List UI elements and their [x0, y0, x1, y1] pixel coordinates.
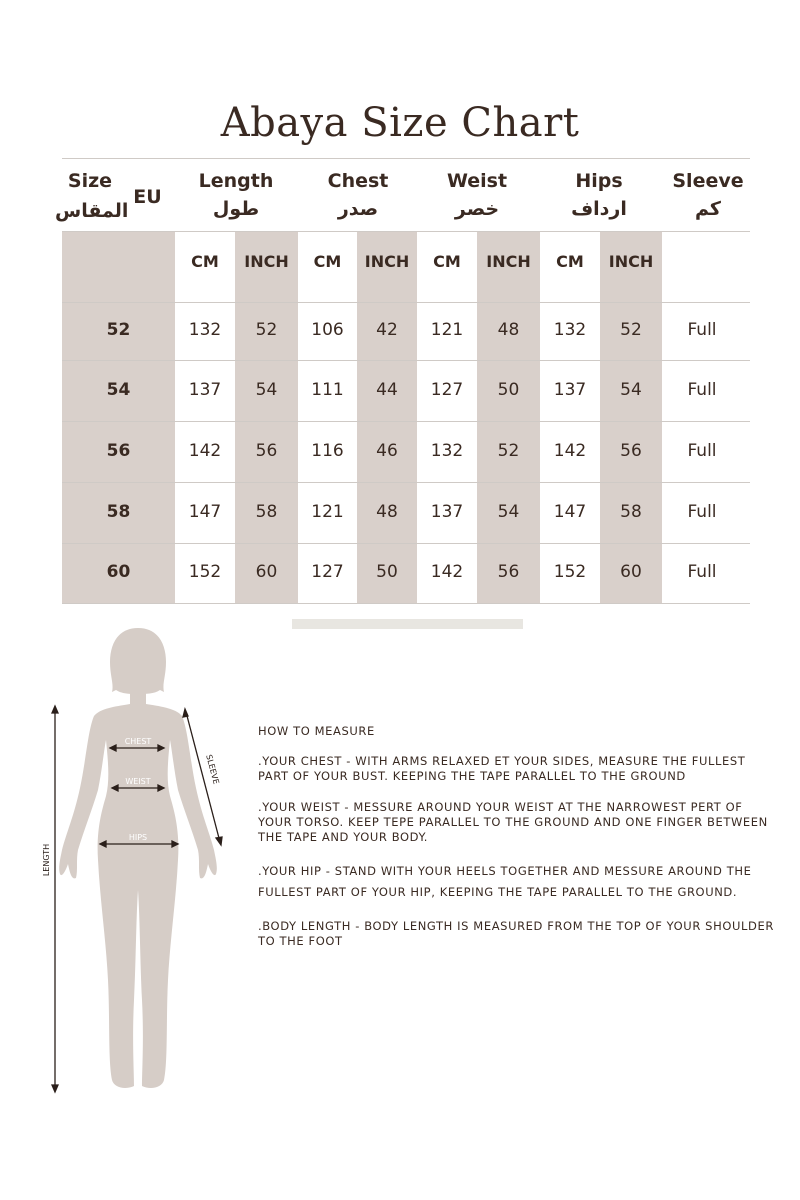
measurement-value: 137 — [188, 379, 222, 400]
column-bg-0 — [62, 232, 175, 603]
measurement-value: 48 — [497, 320, 520, 340]
header-size-ar: المقاس — [55, 200, 129, 222]
row-divider — [62, 543, 750, 544]
measurement-value: 116 — [311, 440, 344, 461]
header-length-ar: طول — [212, 198, 260, 220]
unit-header: CM — [433, 252, 461, 271]
measurement-value: 137 — [430, 501, 464, 522]
measurement-value: 54 — [620, 379, 642, 400]
measurement-value: 147 — [553, 501, 587, 522]
row-divider — [62, 302, 750, 303]
figure-sleeve-label: SLEEVE — [204, 753, 221, 786]
unit-header: CM — [313, 252, 342, 271]
body-figure — [30, 620, 250, 1100]
instructions-heading: HOW TO MEASURE — [258, 724, 375, 738]
header-eu: EU — [133, 186, 162, 208]
measurement-value: 56 — [255, 440, 278, 461]
size-value: 56 — [106, 440, 131, 461]
figure-length-label: LENGTH — [42, 843, 51, 877]
sleeve-value: Full — [687, 440, 717, 461]
figure-weist-label: WEIST — [125, 777, 151, 786]
measurement-value: 142 — [188, 440, 222, 461]
instruction-chest: .YOUR CHEST - WITH ARMS RELAXED ET YOUR SIDES, MEASURE THE FULLEST PART OF YOUR BUST. KEEPING THE TAPE PARALLEL TO THE GROUND — [258, 754, 746, 783]
instruction-weist: .YOUR WEIST - MESSURE AROUND YOUR WEIST AT THE NARROWEST PERT OF YOUR TORSO. KEEP TEPE PARALLEL TO THE GROUND AND ONE FINGER BETWEEN THE TAPE AND YOUR BODY. — [258, 800, 768, 844]
sleeve-value: Full — [687, 562, 717, 582]
measurement-value: 50 — [497, 379, 520, 400]
measurement-value: 111 — [311, 379, 344, 400]
column-bg-1 — [176, 232, 234, 603]
header-sleeve-ar: كم — [695, 198, 721, 220]
column-bg-6 — [477, 232, 540, 603]
measurement-value: 106 — [311, 320, 344, 340]
measurement-value: 52 — [497, 440, 520, 461]
column-bg-9 — [663, 232, 750, 603]
measurement-value: 132 — [188, 320, 222, 340]
measurement-value: 56 — [497, 562, 520, 582]
unit-header: INCH — [486, 252, 531, 271]
header-weist: Weist — [446, 170, 508, 192]
decorative-bar — [292, 619, 523, 629]
measurement-value: 152 — [553, 562, 587, 582]
measurement-value: 52 — [620, 320, 642, 340]
sleeve-value: Full — [687, 501, 717, 522]
measurement-value: 121 — [430, 320, 464, 340]
header-hips: Hips — [575, 170, 623, 192]
column-bg-7 — [541, 232, 599, 603]
measurement-value: 46 — [376, 440, 398, 461]
measurement-value: 132 — [553, 320, 587, 340]
unit-header: INCH — [244, 252, 289, 271]
measurement-value: 44 — [376, 379, 398, 400]
column-bg-8 — [600, 232, 662, 603]
measurement-value: 54 — [497, 501, 520, 522]
measurement-value: 137 — [553, 379, 587, 400]
measurement-value: 132 — [430, 440, 464, 461]
measurement-value: 42 — [376, 320, 398, 340]
column-bg-4 — [357, 232, 417, 603]
sleeve-value: Full — [687, 379, 717, 400]
size-value: 58 — [106, 501, 131, 522]
measurement-value: 58 — [255, 501, 278, 522]
row-divider — [62, 360, 750, 361]
size-value: 54 — [106, 379, 131, 400]
sleeve-value: Full — [687, 320, 717, 340]
measurement-value: 48 — [376, 501, 398, 522]
header-chest-ar: صدر — [337, 198, 379, 220]
page-title: Abaya Size Chart — [220, 100, 580, 146]
measurement-value: 142 — [553, 440, 587, 461]
figure-hips-label: HIPS — [128, 833, 148, 842]
unit-header: INCH — [364, 252, 410, 271]
measurement-value: 60 — [255, 562, 278, 582]
measurement-value: 127 — [311, 562, 344, 582]
measurement-value: 152 — [188, 562, 222, 582]
header-sleeve: Sleeve — [672, 170, 744, 192]
header-weist-ar: خصر — [454, 198, 500, 220]
measurement-value: 52 — [255, 320, 278, 340]
figure-chest-label: CHEST — [124, 737, 152, 746]
column-bg-5 — [418, 232, 476, 603]
measurement-value: 147 — [188, 501, 222, 522]
header-hips-ar: ارداف — [571, 198, 627, 220]
measurement-value: 54 — [255, 379, 278, 400]
instruction-length: .BODY LENGTH - BODY LENGTH IS MEASURED FROM THE TOP OF YOUR SHOULDER TO THE FOOT — [258, 919, 774, 948]
unit-header: CM — [556, 252, 584, 271]
title-divider — [62, 158, 750, 159]
measurement-value: 56 — [620, 440, 642, 461]
measurement-value: 58 — [620, 501, 642, 522]
size-value: 52 — [106, 320, 131, 340]
measurement-value: 142 — [430, 562, 464, 582]
header-chest: Chest — [327, 170, 389, 192]
row-divider — [62, 421, 750, 422]
unit-header: INCH — [608, 252, 654, 271]
measurement-value: 127 — [430, 379, 464, 400]
how-to-measure — [258, 724, 778, 965]
measurement-value: 60 — [620, 562, 642, 582]
measurement-value: 121 — [311, 501, 344, 522]
unit-header: CM — [191, 252, 219, 271]
row-divider — [62, 482, 750, 483]
column-bg-3 — [299, 232, 356, 603]
header-size: Size — [67, 170, 113, 192]
instruction-hip: .YOUR HIP - STAND WITH YOUR HEELS TOGETHER AND MESSURE AROUND THE FULLEST PART OF YOUR HIP, KEEPING THE TAPE PARALLEL TO THE GROUND. — [258, 864, 752, 899]
measurement-value: 50 — [376, 562, 398, 582]
row-divider — [62, 603, 750, 604]
size-value: 60 — [106, 562, 131, 582]
header-length: Length — [198, 170, 274, 192]
column-bg-2 — [235, 232, 298, 603]
